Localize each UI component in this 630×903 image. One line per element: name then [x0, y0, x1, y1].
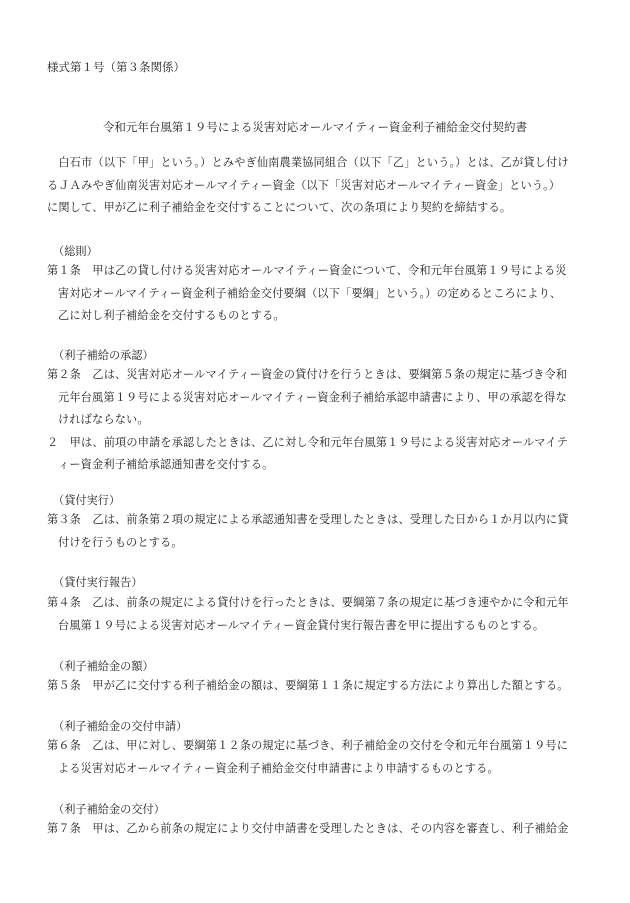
article-line: 第７条 甲は、乙から前条の規定により交付申請書を受理したときは、その内容を審査し、利子補給金 [47, 822, 569, 835]
article-7 [47, 818, 587, 841]
article-line: 付けを行うものとする。 [58, 535, 183, 549]
article-line: 第４条 乙は、前条の規定による貸付けを行ったときは、要綱第７条の規定に基づき速やかに令和元年 [47, 596, 569, 609]
section-heading: （利子補給金の額） [53, 660, 154, 673]
article-line: 第１条 甲は乙の貸し付ける災害対応オールマイティー資金について、令和元年台風第１９号による災 [47, 264, 567, 277]
article-3 [47, 509, 587, 554]
section-heading: （総則） [53, 245, 98, 258]
document-title: 令和元年台風第１９号による災害対応オールマイティー資金利子補給金交付契約書 [102, 120, 528, 134]
preamble-line: 白石市（以下「甲」という。）とみやぎ仙南農業協同組合（以下「乙」という。）とは、乙が貸し付け [47, 156, 569, 169]
article-line: ければならない。 [58, 413, 149, 426]
article-line: 害対応オールマイティー資金利子補給金交付要綱（以下「要綱」という。）の定めるところにより、 [58, 286, 562, 300]
article-line: 台風第１９号による災害対応オールマイティー資金貸付実行報告書を甲に提出するものとする。 [58, 618, 545, 632]
section-heading: （利子補給の承認） [53, 349, 154, 362]
article-line: 乙に対し利子補給金を交付するものとする。 [58, 309, 285, 322]
article-line: よる災害対応オールマイティー資金利子補給金交付申請書により申請するものとする。 [58, 761, 499, 775]
article-line: ィー資金利子補給承認通知書を交付する。 [58, 458, 274, 471]
section-heading: （貸付実行報告） [53, 576, 143, 589]
preamble-line: るＪＡみやぎ仙南災害対応オールマイティー資金（以下「災害対応オールマイティー資金」という。） [47, 178, 561, 192]
preamble-line: に関して、甲が乙に利子補給金を交付することについて、次の条項により契約を締結する。 [47, 201, 512, 214]
article-6 [47, 735, 587, 780]
article-line: 第２条 乙は、災害対応オールマイティー資金の貸付けを行うときは、要綱第５条の規定に基づき令和 [47, 368, 568, 381]
article-2 [47, 364, 587, 477]
section-heading: （利子補給金の交付） [53, 803, 165, 816]
section-heading: （利子補給金の交付申請） [53, 720, 188, 733]
article-line: 第３条 乙は、前条第２項の規定による承認通知書を受理したときは、受理した日から１か月以内に貸 [47, 513, 569, 526]
article-1 [47, 260, 587, 328]
article-line: 第６条 乙は、甲に対し、要綱第１２条の規定に基づき、利子補給金の交付を令和元年台風第１９号に [47, 739, 569, 752]
section-heading: （貸付実行） [53, 494, 121, 507]
article-4 [47, 592, 587, 637]
article-line: 第５条 甲が乙に交付する利子補給金の額は、要綱第１１条に規定する方法により算出した額とする。 [47, 679, 569, 692]
preamble [47, 152, 587, 220]
form-number: 様式第１号（第３条関係） [47, 60, 185, 74]
article-5 [47, 675, 587, 698]
article-line: ２ 甲は、前項の申請を承認したときは、乙に対し令和元年台風第１９号による災害対応オールマイテ [47, 435, 569, 449]
article-line: 元年台風第１９号による災害対応オールマイティー資金利子補給承認申請書により、甲の承認を得な [58, 390, 567, 404]
